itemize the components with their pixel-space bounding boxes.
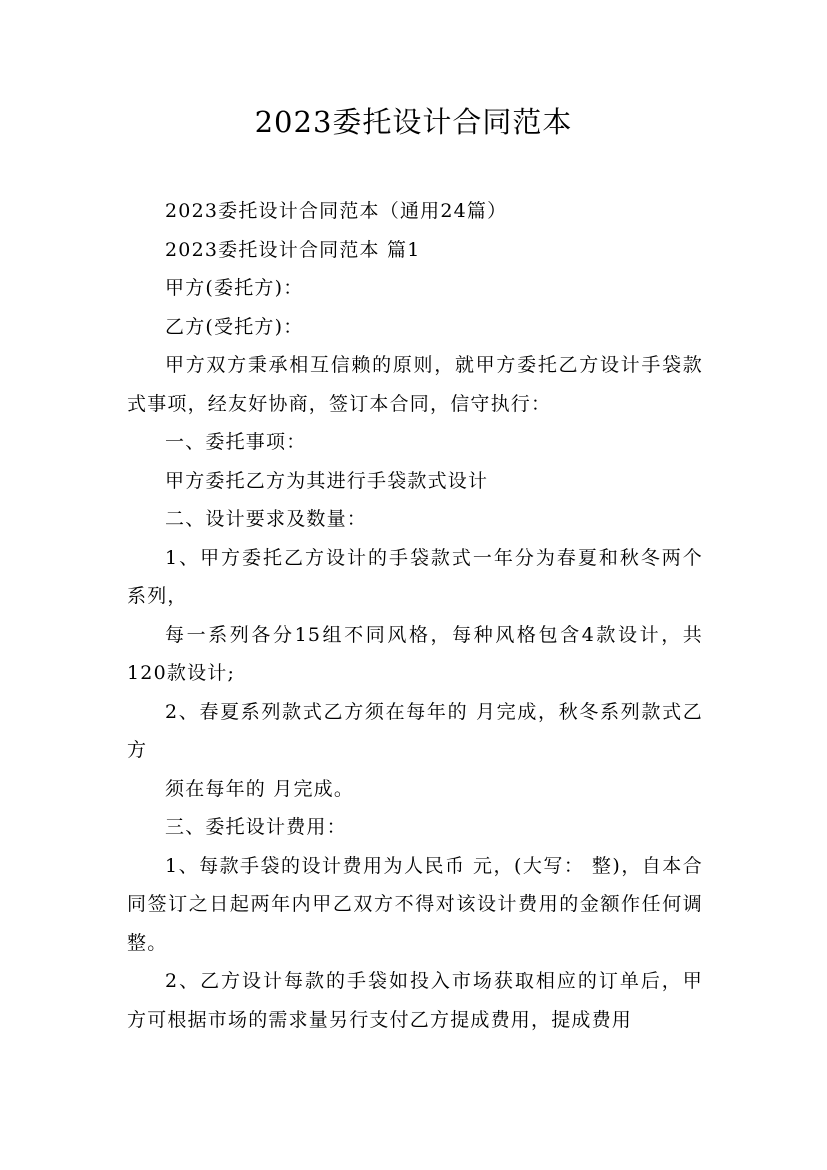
paragraph-clause-2-series-detail: 每一系列各分15组不同风格，每种风格包含4款设计，共120款设计; (127, 623, 703, 684)
paragraph-clause-2-item-2-cont: 须在每年的 月完成。 (165, 777, 355, 800)
paragraph-party-b: 乙方(受托方)： (165, 315, 304, 338)
paragraph-clause-1-content: 甲方委托乙方为其进行手袋款式设计 (165, 469, 489, 492)
document-body (127, 192, 703, 1039)
paragraph-clause-2-item-2: 2、春夏系列款式乙方须在每年的 月完成，秋冬系列款式乙方 (127, 700, 703, 761)
document-title: 2023委托设计合同范本 (254, 105, 573, 139)
paragraph-clause-3-heading: 三、委托设计费用： (165, 816, 347, 838)
paragraph-clause-3-item-2: 2、乙方设计每款的手袋如投入市场获取相应的订单后，甲方可根据市场的需求量另行支付乙方提成费用，提成费用 (127, 970, 703, 1031)
paragraph-subtitle: 2023委托设计合同范本（通用24篇） (165, 200, 508, 222)
paragraph-clause-2-heading: 二、设计要求及数量： (165, 508, 368, 530)
paragraph-section-heading: 2023委托设计合同范本 篇1 (165, 238, 421, 261)
paragraph-preamble: 甲方双方秉承相互信赖的原则，就甲方委托乙方设计手袋款式事项，经友好协商，签订本合同，信守执行： (127, 354, 703, 415)
paragraph-clause-3-item-1: 1、每款手袋的设计费用为人民币 元，(大写： 整)，自本合同签订之日起两年内甲乙双方不得对该设计费用的金额作任何调整。 (127, 854, 703, 954)
paragraph-clause-1-heading: 一、委托事项： (165, 431, 307, 453)
paragraph-party-a: 甲方(委托方)： (165, 277, 304, 299)
paragraph-clause-2-item-1: 1、甲方委托乙方设计的手袋款式一年分为春夏和秋冬两个系列， (127, 546, 703, 607)
